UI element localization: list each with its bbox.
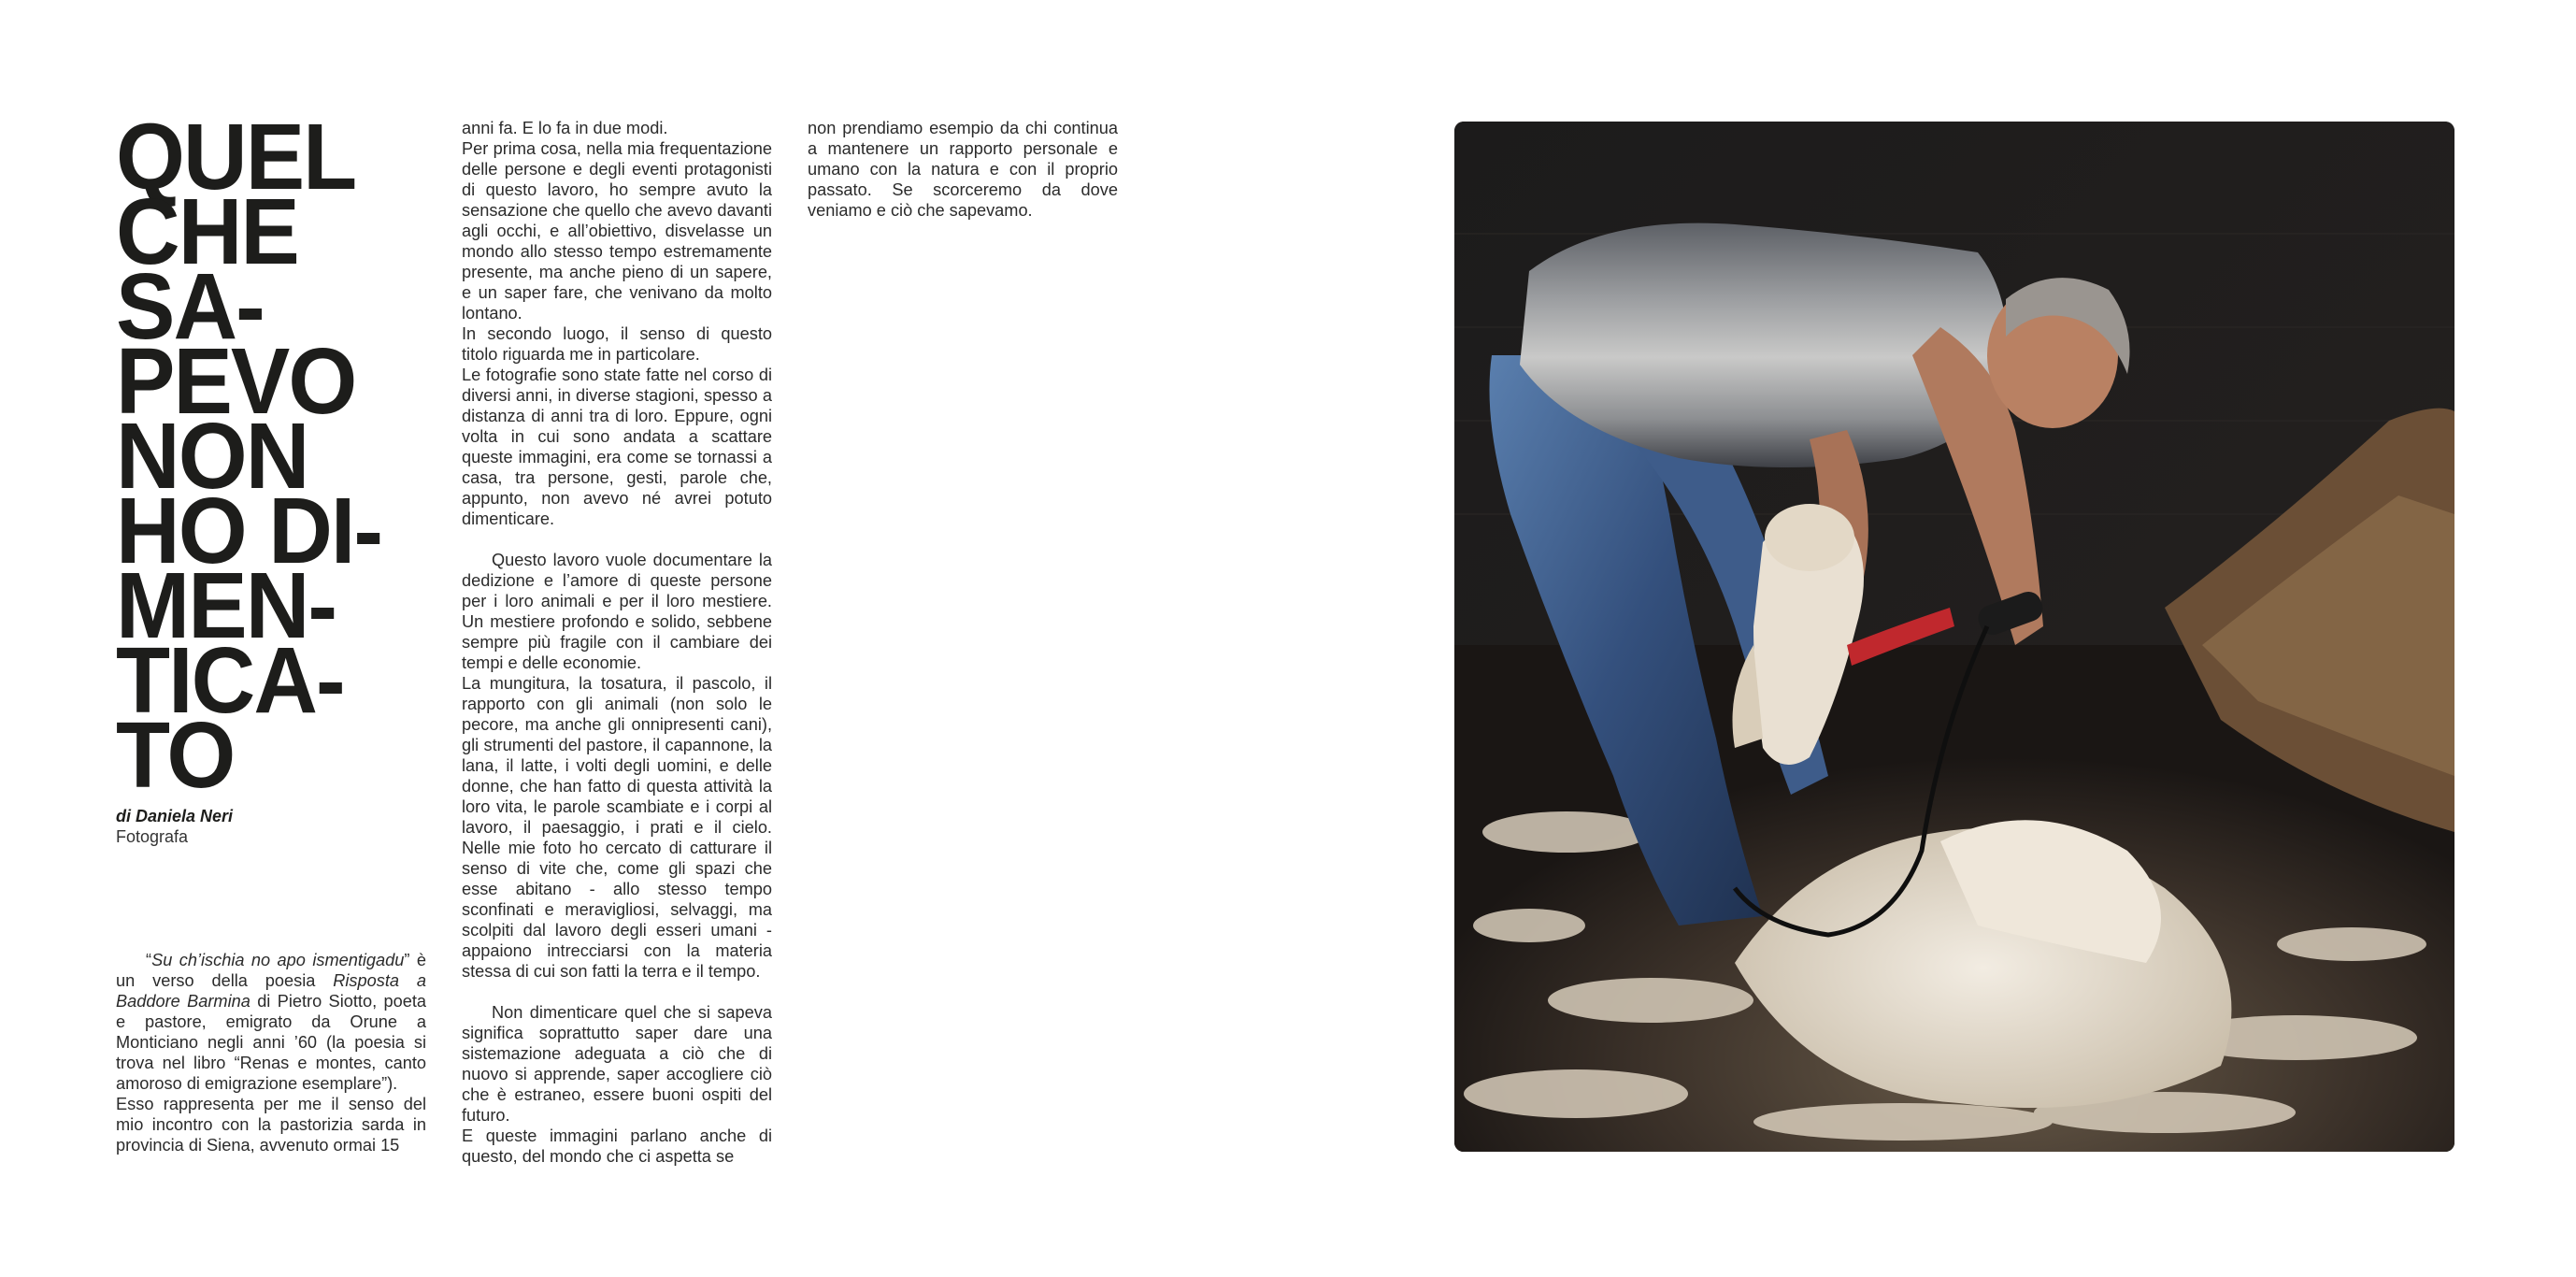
- text-column-2: [462, 118, 772, 1167]
- paragraph: In secondo luogo, il senso di questo titolo riguarda me in particolare.: [462, 324, 772, 364]
- text-column-1: [116, 950, 426, 1155]
- article-title: [116, 105, 424, 808]
- author-role: Fotografa: [116, 827, 189, 846]
- title-line: SA-: [116, 254, 264, 359]
- title-line: QUEL: [116, 105, 356, 209]
- paragraph: La mungitura, la tosatura, il pascolo, il rapporto con gli animali (non solo le pecore, ma anche gli onnipresenti cani), gli strumenti del pastore, il capannone, la lana, il latte, i volti degli uomini, e delle donne, che han fatto di questa attività la loro vita, le parole scambiate e i corpi al lavoro, il paesaggio, i prati e il cielo. Nelle mie foto ho cercato di catturare il senso di vite che, come gli spazi che esse abitano - allo stesso tempo sconfinati e meravigliosi, selvaggi, ma scolpiti dal lavoro degli esseri umani - appaiono intrecciarsi con la materia stessa di cui son fatti la terra e il tempo.: [462, 674, 772, 981]
- poem-title: Risposta a Baddore Barmina: [116, 971, 427, 1011]
- byline: [116, 806, 233, 847]
- title-line: NON: [116, 404, 308, 509]
- shearing-photo: [1454, 122, 2454, 1152]
- paragraph: Le fotografie sono state fatte nel corso di diversi anni, in diverse stagioni, spesso a distanza di anni tra di loro. Eppure, ogni volta in cui sono andata a scattare queste immagini, era come se tornassi a casa, tra persone, gesti, parole che, appunto, non avevo né avrei potuto dimenticare.: [462, 366, 772, 528]
- paragraph: Esso rappresenta per me il senso del mio incontro con la pastorizia sarda in provincia di Siena, avvenuto ormai 15: [116, 1095, 426, 1155]
- paragraph-gap: [462, 529, 772, 550]
- title-line: TICA-: [116, 628, 344, 733]
- photo-illustration: [1454, 122, 2454, 1152]
- title-line: CHE: [116, 179, 298, 284]
- paragraph-gap: [462, 982, 772, 1002]
- text-column-3: [808, 118, 1118, 221]
- paragraph: non prendiamo esempio da chi continua a mantenere un rapporto personale e umano con la natura e con il proprio passato. Se scorceremo da dove veniamo e ciò che sapevamo.: [808, 119, 1118, 220]
- author-name: di Daniela Neri: [116, 807, 234, 825]
- paragraph: Questo lavoro vuole documentare la dedizione e l’amore di queste persone per i loro animali e per il loro mestiere. Un mestiere profondo e solido, sebbene sempre più fragile con il cambiare dei tempi e delle economie.: [462, 551, 772, 672]
- title-line: TO: [116, 703, 235, 808]
- title-line: HO DI-: [116, 479, 382, 583]
- paragraph: Per prima cosa, nella mia frequentazione delle persone e degli eventi protagonisti di questo lavoro, ho sempre avuto la sensazione che quello che avevo davanti agli occhi, e all’obiettivo, disvelasse un mondo allo stesso tempo estremamente presente, ma anche pieno di un sapere, e un saper fare, che venivano da molto lontano.: [462, 139, 772, 323]
- paragraph: “Su ch’ischia no apo ismentigadu” è un verso della poesia Risposta a Baddore Barmina di Pietro Siotto, poeta e pastore, emigrato da Orune a Monticiano negli anni ’60 (la poesia si trova nel libro “Renas e montes, canto amoroso di emigrazione esemplare”).: [116, 951, 427, 1093]
- paragraph: anni fa. E lo fa in due modi.: [462, 119, 668, 137]
- quoted-verse: Su ch’ischia no apo ismentigadu: [151, 951, 405, 969]
- paragraph: E queste immagini parlano anche di questo, del mondo che ci aspetta se: [462, 1126, 772, 1166]
- paragraph: Non dimenticare quel che si sapeva significa soprattutto saper dare una sistemazione adeguata a ciò che di nuovo si apprende, saper accogliere ciò che è estraneo, essere buoni ospiti del futuro.: [462, 1003, 772, 1125]
- title-line: MEN-: [116, 553, 336, 658]
- title-line: PEVO: [116, 329, 356, 434]
